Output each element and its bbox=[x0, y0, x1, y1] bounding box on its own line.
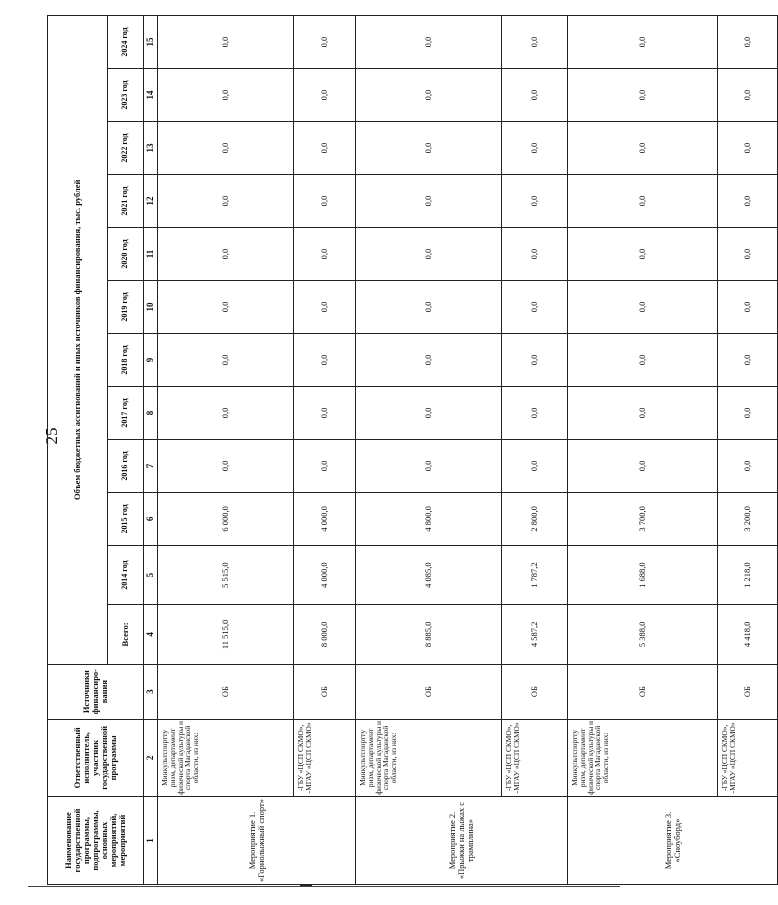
header-year: 2019 год bbox=[108, 280, 144, 333]
column-number: 10 bbox=[144, 280, 158, 333]
responsible-cell: Минкультспортту ризм, департамент физической культуры и спорта Магаданской области, из них: bbox=[158, 719, 294, 796]
measure-name: Мероприятие 1. «Горнолыжный спорт» bbox=[158, 797, 356, 885]
source-cell: ОБ bbox=[158, 664, 294, 719]
value-cell: 6 000,0 bbox=[158, 492, 294, 545]
page-number: 25 bbox=[42, 427, 61, 445]
value-cell: 0,0 bbox=[718, 69, 778, 122]
source-cell: ОБ bbox=[718, 664, 778, 719]
value-cell: 0,0 bbox=[294, 439, 356, 492]
column-number: 2 bbox=[144, 719, 158, 796]
column-number: 8 bbox=[144, 386, 158, 439]
responsible-cell: -ГБУ «ЦСП СКМО», -МГАУ «ЦСП СКМО» bbox=[502, 719, 568, 796]
header-responsible: Ответственный исполнитель, участник государственной программы bbox=[48, 719, 144, 796]
total-cell: 4 418,0 bbox=[718, 605, 778, 664]
header-year: 2024 год bbox=[108, 16, 144, 69]
financing-table bbox=[47, 15, 778, 885]
value-cell: 0,0 bbox=[158, 175, 294, 228]
value-cell: 0,0 bbox=[294, 122, 356, 175]
value-cell: 0,0 bbox=[502, 333, 568, 386]
header-year: 2023 год bbox=[108, 69, 144, 122]
responsible-cell: -ГБУ «ЦСП СКМО», -МГАУ «ЦСП СКМО» bbox=[294, 719, 356, 796]
value-cell: 0,0 bbox=[158, 280, 294, 333]
value-cell: 0,0 bbox=[718, 280, 778, 333]
header-year: 2014 год bbox=[108, 545, 144, 604]
value-cell: 0,0 bbox=[294, 280, 356, 333]
value-cell: 0,0 bbox=[502, 280, 568, 333]
responsible-cell: -ГБУ «ЦСП СКМО», -МГАУ «ЦСП СКМО» bbox=[718, 719, 778, 796]
value-cell: 0,0 bbox=[568, 228, 718, 281]
value-cell: 0,0 bbox=[718, 386, 778, 439]
measure-name: Мероприятие 3. «Сноуборд» bbox=[568, 797, 778, 885]
value-cell: 0,0 bbox=[294, 386, 356, 439]
footer-rule bbox=[28, 886, 620, 887]
column-number: 13 bbox=[144, 122, 158, 175]
value-cell: 1 688,0 bbox=[568, 545, 718, 604]
table-row bbox=[294, 16, 356, 885]
column-number: 6 bbox=[144, 492, 158, 545]
value-cell: 0,0 bbox=[356, 175, 502, 228]
column-number: 7 bbox=[144, 439, 158, 492]
value-cell: 0,0 bbox=[502, 69, 568, 122]
value-cell: 0,0 bbox=[502, 175, 568, 228]
value-cell: 0,0 bbox=[356, 122, 502, 175]
total-cell: 11 515,0 bbox=[158, 605, 294, 664]
source-cell: ОБ bbox=[356, 664, 502, 719]
value-cell: 3 200,0 bbox=[718, 492, 778, 545]
value-cell: 0,0 bbox=[356, 386, 502, 439]
value-cell: 0,0 bbox=[502, 16, 568, 69]
total-cell: 4 587,2 bbox=[502, 605, 568, 664]
value-cell: 0,0 bbox=[356, 228, 502, 281]
footer-mark bbox=[300, 884, 312, 886]
value-cell: 0,0 bbox=[568, 439, 718, 492]
header-total: Всего: bbox=[108, 605, 144, 664]
value-cell: 0,0 bbox=[294, 333, 356, 386]
value-cell: 0,0 bbox=[502, 386, 568, 439]
value-cell: 4 000,0 bbox=[294, 545, 356, 604]
value-cell: 0,0 bbox=[568, 122, 718, 175]
value-cell: 0,0 bbox=[568, 386, 718, 439]
value-cell: 0,0 bbox=[356, 16, 502, 69]
value-cell: 0,0 bbox=[158, 16, 294, 69]
total-cell: 5 388,0 bbox=[568, 605, 718, 664]
value-cell: 0,0 bbox=[718, 16, 778, 69]
value-cell: 5 515,0 bbox=[158, 545, 294, 604]
value-cell: 0,0 bbox=[568, 69, 718, 122]
column-number: 15 bbox=[144, 16, 158, 69]
table-row bbox=[568, 16, 718, 885]
value-cell: 0,0 bbox=[158, 69, 294, 122]
value-cell: 4 000,0 bbox=[294, 492, 356, 545]
value-cell: 4 085,0 bbox=[356, 545, 502, 604]
value-cell: 0,0 bbox=[294, 16, 356, 69]
header-year: 2015 год bbox=[108, 492, 144, 545]
header-source: Источники финансиро-вания bbox=[48, 664, 144, 719]
column-number: 1 bbox=[144, 797, 158, 885]
value-cell: 0,0 bbox=[568, 175, 718, 228]
measure-name: Мероприятие 2. «Прыжки на лыжах с трамплина» bbox=[356, 797, 568, 885]
table-row bbox=[718, 16, 778, 885]
column-number: 5 bbox=[144, 545, 158, 604]
column-number: 14 bbox=[144, 69, 158, 122]
value-cell: 2 800,0 bbox=[502, 492, 568, 545]
value-cell: 0,0 bbox=[568, 280, 718, 333]
value-cell: 0,0 bbox=[158, 439, 294, 492]
value-cell: 0,0 bbox=[356, 333, 502, 386]
value-cell: 0,0 bbox=[718, 228, 778, 281]
header-year: 2022 год bbox=[108, 122, 144, 175]
value-cell: 0,0 bbox=[356, 439, 502, 492]
responsible-cell: Минкультспортту ризм, департамент физической культуры и спорта Магаданской области, из них: bbox=[568, 719, 718, 796]
value-cell: 0,0 bbox=[502, 439, 568, 492]
column-number: 3 bbox=[144, 664, 158, 719]
column-number: 12 bbox=[144, 175, 158, 228]
column-number: 11 bbox=[144, 228, 158, 281]
rotated-table-container bbox=[47, 15, 753, 885]
header-year: 2021 год bbox=[108, 175, 144, 228]
value-cell: 0,0 bbox=[718, 175, 778, 228]
value-cell: 0,0 bbox=[502, 228, 568, 281]
value-cell: 0,0 bbox=[294, 228, 356, 281]
value-cell: 0,0 bbox=[568, 333, 718, 386]
value-cell: 0,0 bbox=[718, 333, 778, 386]
table-row bbox=[356, 16, 502, 885]
header-year: 2016 год bbox=[108, 439, 144, 492]
value-cell: 3 700,0 bbox=[568, 492, 718, 545]
source-cell: ОБ bbox=[294, 664, 356, 719]
value-cell: 0,0 bbox=[568, 16, 718, 69]
value-cell: 0,0 bbox=[158, 122, 294, 175]
value-cell: 1 218,0 bbox=[718, 545, 778, 604]
header-year: 2020 год bbox=[108, 228, 144, 281]
table-row bbox=[502, 16, 568, 885]
value-cell: 0,0 bbox=[356, 280, 502, 333]
total-cell: 8 885,0 bbox=[356, 605, 502, 664]
value-cell: 0,0 bbox=[502, 122, 568, 175]
responsible-cell: Минкультспортту ризм, департамент физической культуры и спорта Магаданской области, из них: bbox=[356, 719, 502, 796]
value-cell: 0,0 bbox=[294, 69, 356, 122]
value-cell: 1 787,2 bbox=[502, 545, 568, 604]
column-number: 9 bbox=[144, 333, 158, 386]
value-cell: 0,0 bbox=[158, 333, 294, 386]
value-cell: 0,0 bbox=[718, 122, 778, 175]
table-row bbox=[158, 16, 294, 885]
header-year: 2018 год bbox=[108, 333, 144, 386]
column-number: 4 bbox=[144, 605, 158, 664]
source-cell: ОБ bbox=[568, 664, 718, 719]
value-cell: 0,0 bbox=[294, 175, 356, 228]
value-cell: 0,0 bbox=[158, 386, 294, 439]
header-volume: Объем бюджетных ассигнований и иных источников финансирования, тыс. рублей bbox=[48, 16, 108, 665]
total-cell: 8 000,0 bbox=[294, 605, 356, 664]
header-year: 2017 год bbox=[108, 386, 144, 439]
source-cell: ОБ bbox=[502, 664, 568, 719]
value-cell: 0,0 bbox=[718, 439, 778, 492]
value-cell: 4 800,0 bbox=[356, 492, 502, 545]
value-cell: 0,0 bbox=[158, 228, 294, 281]
value-cell: 0,0 bbox=[356, 69, 502, 122]
header-name: Наименование государственной программы, подпрограммы, основных мероприятий, мероприятий bbox=[48, 797, 144, 885]
